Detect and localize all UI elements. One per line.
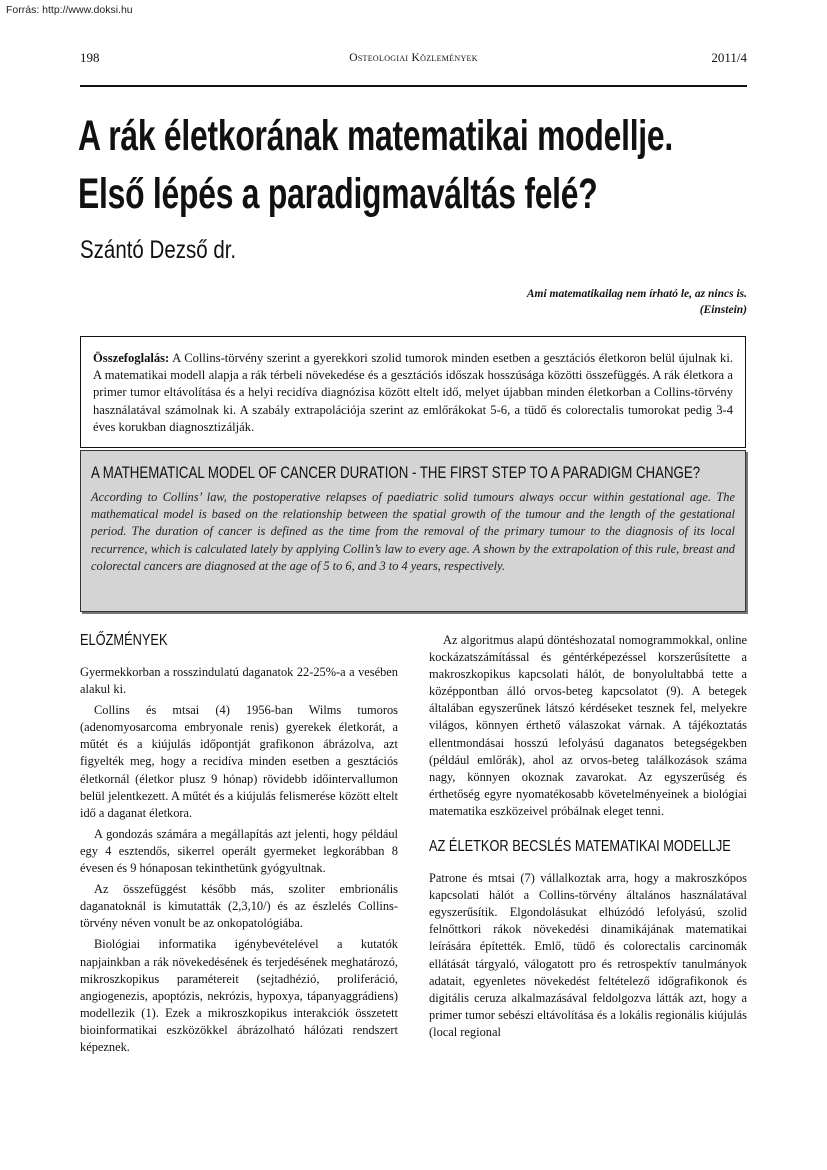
epigraph	[527, 286, 747, 318]
paragraph: A gondozás számára a megállapítás azt jelenti, hogy például egy 4 esztendős, sikerrel operált gyermeket legkorábban 8 évesen és 9 hónaposan tekinthetünk gyógyultnak.	[80, 826, 398, 876]
header-rule	[80, 85, 747, 87]
abstract-text: A Collins-törvény szerint a gyerekkori szolid tumorok minden esetben a gesztációs életkoron belül újulnak ki. A matematikai modell alapja a rák térbeli növekedése és a gesztációs időszak hosszúsága közötti összefüggés. A rák életkora a primer tumor eltávolítása és a helyi recidíva diagnózisa között eltelt idő, melyet újabban minden életkorban a Collins-törvény használatával számolnak ki. A szabály extrapolációja szerint az emlőrákokat 5-6, a tüdő és colorectalis tumorokat pedig 3-4 éves korukban diagnosztizálják.	[93, 351, 733, 434]
title-line-1: A rák életkorának matematikai modellje.	[78, 112, 674, 160]
paragraph: Collins és mtsai (4) 1956-ban Wilms tumoros (adenomyosarcoma embryonale renis) gyerekek életkorát, a műtét és a kiújulás időpontját grafikonon ábrázolva, azt figyelték meg, hogy a recidíva minden esetben a gesztációs életkornál (életkor plusz 9 hónap) rövidebb időintervallumon belül jelentkezett. A műtét és a kiújulás felismerése között eltelt idő a daganat életkora.	[80, 703, 398, 820]
english-abstract-text: According to Collins’ law, the postoperative relapses of paediatric solid tumours always occur within gestational age. The mathematical model is based on the relationship between the spatial growth of the tumour and the length of the gestational period. The duration of cancer is defined as the time from the removal of the primary tumour to the diagnosis of its local recurrence, which is calculated lately by applying Collin’s law to every age. A shown by the extrapolation of this rule, breast and colorectal cancers are diagnosed at the age of 5 to 6, and 3 to 4 years, respectively.	[91, 490, 735, 573]
abstract-label: Összefoglalás:	[93, 351, 170, 365]
english-title: A MATHEMATICAL MODEL OF CANCER DURATION - THE FIRST STEP TO A PARADIGM CHANGE?	[91, 463, 701, 482]
issue-number: 2011/4	[711, 50, 747, 65]
right-column	[429, 632, 747, 1041]
epigraph-quote: Ami matematikailag nem írható le, az nincs is.	[526, 288, 747, 300]
paragraph: Patrone és mtsai (7) vállalkoztak arra, hogy a makroszkópos kapcsolati hálót a Collins-törvény általános használatával egyszerűsítik. Elgondolásukat elhúzódó lefolyású, szolid felnőttkori rákok növekedési dinamikájának matematikai leírására építették. Emlő, tüdő és colorectalis carcinomák ellátását tárgyaló, válogatott pro és retrospektív tanulmányok adatait, egyenletes növekedést feltételező időgrafikonok és digitális ceruza alkalmazásával feldolgozva látták azt, hogy a primer tumor sebészi eltávolítása és a lokális regionális kiújulás (local regional	[429, 871, 747, 1039]
article-title	[78, 107, 674, 223]
paragraph: Gyermekkorban a rosszindulatú daganatok 22-25%-a a vesében alakul ki.	[80, 665, 398, 697]
author-name: Szántó Dezső dr.	[80, 236, 237, 264]
paragraph: Az algoritmus alapú döntéshozatal nomogrammokkal, online kockázatszámítással és géntérképezéssel korszerűsítette a makroszkopikus kapcsolati hálót, de bonyolultabbá tette a középpontban álló orvos-beteg kapcsolatot (9). A betegek általában egyszerűnek látszó kérdéseket tesznek fel, melyekre világos, könnyen érthető válaszokat várnak. A tájékoztatás ellentmondásai hosszú lefolyású daganatos betegségekben (például emlőrák), ahol az orvos-beteg találkozások száma nagy, könnyen okoznak zavarokat. Az egyszerűség és érthetőség egyre nyomatékosabb követelményeinek a biológiai matematika eszközeivel próbálnak eleget tenni.	[429, 633, 747, 818]
abstract-box	[80, 336, 746, 448]
epigraph-source: (Einstein)	[699, 304, 747, 316]
title-line-2: Első lépés a paradigmaváltás felé?	[78, 170, 598, 218]
paragraph: Biológiai informatika igénybevételével a kutatók napjainkban a rák növekedésének és terjedésének meghatározó, mikroszkopikus paramétereit (sejtadhézió, proliferáció, angiogenezis, apoptózis, nekrózis, hypoxya, tápanyaggrádiens) modellezik (1). Ezek a mikroszkopikus interakciók összetett bioinformatikai eszközökkel ábrázolható hálózati rendszert képeznek.	[80, 937, 398, 1054]
english-abstract-box	[80, 450, 746, 612]
left-column	[80, 632, 398, 1056]
source-line: Forrás: http://www.doksi.hu	[6, 4, 133, 16]
section-heading-background: ELŐZMÉNYEK	[80, 632, 168, 649]
journal-name: Osteologiai Közlemények	[349, 52, 478, 64]
paragraph: Az összefüggést később más, szoliter embrionális daganatoknál is kimutatták (2,3,10/) és az észlelés Collins-törvény néven vonult be az onkopatológiába.	[80, 882, 398, 931]
page-number: 198	[80, 50, 100, 65]
section-heading-model: AZ ÉLETKOR BECSLÉS MATEMATIKAI MODELLJE	[429, 838, 731, 856]
